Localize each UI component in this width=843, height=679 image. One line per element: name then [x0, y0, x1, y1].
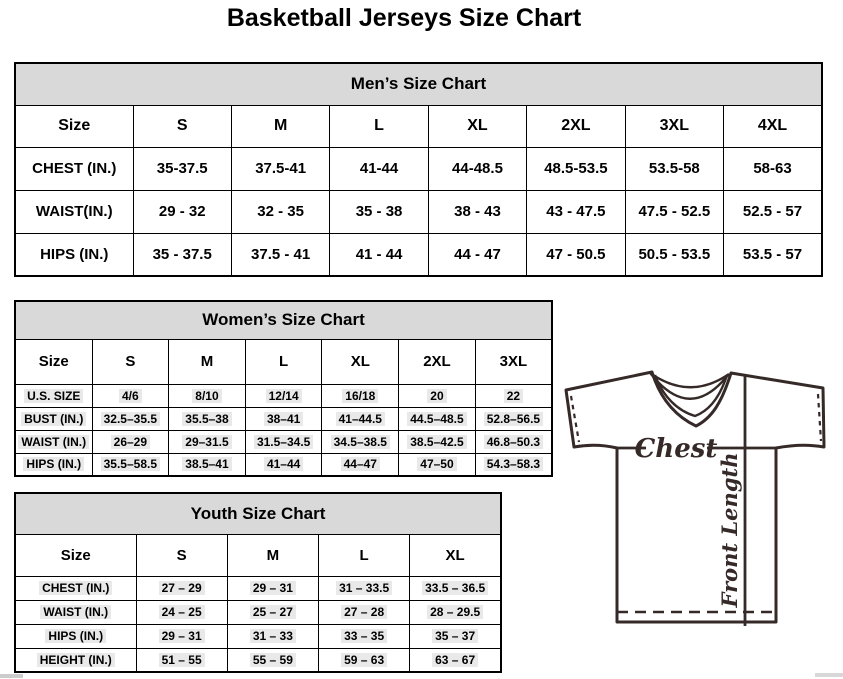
row-label: HEIGHT (IN.) — [37, 653, 115, 667]
value: 38.5–41 — [182, 457, 231, 471]
value-cell: 53.5-58 — [625, 147, 723, 190]
value-cell: 44 - 47 — [428, 233, 526, 276]
value-cell: 38 - 43 — [428, 190, 526, 233]
value: 47–50 — [417, 457, 456, 471]
value-cell — [410, 648, 501, 672]
value-cell: 35 - 37.5 — [133, 233, 231, 276]
value-cell — [319, 600, 410, 624]
value-cell — [322, 407, 399, 430]
value-cell — [169, 453, 246, 476]
table-header-row — [15, 63, 822, 105]
value: 4/6 — [119, 389, 142, 403]
row-label: WAIST (IN.) — [40, 605, 111, 619]
value: 24 – 25 — [159, 605, 205, 619]
value-cell — [227, 624, 318, 648]
value: 59 – 63 — [341, 653, 387, 667]
value-cell: 37.5 - 41 — [231, 233, 329, 276]
value: 38–41 — [264, 412, 303, 426]
value-cell — [399, 384, 476, 407]
value: 28 – 29.5 — [427, 605, 483, 619]
size-col-header: 4XL — [724, 105, 822, 147]
value: 54.3–58.3 — [484, 457, 543, 471]
size-col-header: S — [133, 105, 231, 147]
size-col-header: 3XL — [625, 105, 723, 147]
table-row — [15, 147, 822, 190]
value: 27 – 28 — [341, 605, 387, 619]
table-header-row — [15, 493, 501, 534]
value-cell: 47 - 50.5 — [527, 233, 625, 276]
value: 41–44.5 — [336, 412, 385, 426]
value: 52.8–56.5 — [484, 412, 543, 426]
table-row — [15, 600, 501, 624]
value-cell — [136, 576, 227, 600]
youth-table-title: Youth Size Chart — [15, 493, 501, 534]
value-cell — [410, 624, 501, 648]
table-row — [15, 648, 501, 672]
womens-size-table — [14, 300, 553, 477]
value: 46.8–50.3 — [484, 435, 543, 449]
row-label-cell — [15, 384, 92, 407]
value: 29 – 31 — [159, 629, 205, 643]
value-cell: 41 - 44 — [330, 233, 428, 276]
row-label-cell — [15, 648, 136, 672]
table-row — [15, 453, 552, 476]
size-col-header: L — [319, 534, 410, 576]
value: 38.5–42.5 — [407, 435, 466, 449]
value-cell — [399, 407, 476, 430]
value-cell — [136, 624, 227, 648]
value: 32.5–35.5 — [101, 412, 160, 426]
value-cell — [319, 648, 410, 672]
row-label-cell: HIPS (IN.) — [15, 233, 133, 276]
value: 25 – 27 — [250, 605, 296, 619]
row-label-cell — [15, 624, 136, 648]
value-cell — [227, 600, 318, 624]
size-col-header: 2XL — [527, 105, 625, 147]
size-col-header: S — [136, 534, 227, 576]
value-cell — [399, 430, 476, 453]
value-cell: 47.5 - 52.5 — [625, 190, 723, 233]
value-cell — [322, 384, 399, 407]
size-col-header: L — [330, 105, 428, 147]
scrollbar-fragment-left[interactable] — [0, 674, 23, 678]
size-col-header: 3XL — [475, 339, 552, 384]
size-col-header: XL — [322, 339, 399, 384]
size-label-cell: Size — [15, 534, 136, 576]
jersey-diagram — [556, 360, 828, 645]
value: 27 – 29 — [159, 581, 205, 595]
front-length-label: Front Length — [717, 452, 742, 608]
value-cell — [92, 430, 169, 453]
size-col-header: XL — [410, 534, 501, 576]
value: 29–31.5 — [182, 435, 231, 449]
value: 31 – 33 — [250, 629, 296, 643]
value: 31.5–34.5 — [254, 435, 313, 449]
size-col-header: M — [231, 105, 329, 147]
value: 12/14 — [266, 389, 302, 403]
size-col-header: M — [169, 339, 246, 384]
table-header-row — [15, 301, 552, 339]
value-cell: 41-44 — [330, 147, 428, 190]
value-cell — [92, 453, 169, 476]
row-label: U.S. SIZE — [24, 389, 83, 403]
value-cell — [245, 453, 322, 476]
size-col-header: S — [92, 339, 169, 384]
value-cell — [245, 407, 322, 430]
value-cell — [410, 600, 501, 624]
value-cell — [475, 453, 552, 476]
right-cuff-dashes — [818, 394, 821, 441]
size-label-cell: Size — [15, 339, 92, 384]
row-label: HIPS (IN.) — [45, 629, 106, 643]
size-header-row — [15, 339, 552, 384]
row-label-cell — [15, 430, 92, 453]
value-cell: 32 - 35 — [231, 190, 329, 233]
value-cell — [319, 576, 410, 600]
size-label-cell: Size — [15, 105, 133, 147]
value: 8/10 — [192, 389, 221, 403]
row-label-cell — [15, 407, 92, 430]
value: 35 – 37 — [432, 629, 478, 643]
value-cell — [475, 407, 552, 430]
value-cell: 52.5 - 57 — [724, 190, 822, 233]
table-row — [15, 430, 552, 453]
size-col-header: L — [245, 339, 322, 384]
scrollbar-fragment-right[interactable] — [815, 673, 843, 677]
value-cell — [245, 430, 322, 453]
row-label: CHEST (IN.) — [39, 581, 112, 595]
table-row — [15, 624, 501, 648]
size-col-header: 2XL — [399, 339, 476, 384]
value-cell — [227, 648, 318, 672]
value: 16/18 — [342, 389, 378, 403]
row-label: HIPS (IN.) — [23, 457, 84, 471]
value-cell: 48.5-53.5 — [527, 147, 625, 190]
mens-table-title: Men’s Size Chart — [15, 63, 822, 105]
value-cell — [399, 453, 476, 476]
value: 51 – 55 — [159, 653, 205, 667]
table-row — [15, 576, 501, 600]
page-title: Basketball Jerseys Size Chart — [226, 4, 582, 32]
row-label: WAIST (IN.) — [18, 435, 89, 449]
value-cell — [92, 384, 169, 407]
row-label-cell: CHEST (IN.) — [15, 147, 133, 190]
value: 41–44 — [264, 457, 303, 471]
value-cell — [169, 407, 246, 430]
value: 22 — [504, 389, 523, 403]
value-cell — [322, 453, 399, 476]
value-cell — [169, 384, 246, 407]
value-cell — [322, 430, 399, 453]
value-cell — [227, 576, 318, 600]
table-row — [15, 384, 552, 407]
youth-size-table — [14, 492, 502, 673]
value-cell: 35-37.5 — [133, 147, 231, 190]
value: 44–47 — [341, 457, 380, 471]
value: 33.5 – 36.5 — [422, 581, 488, 595]
row-label-cell: WAIST(IN.) — [15, 190, 133, 233]
value-cell: 58-63 — [724, 147, 822, 190]
value: 33 – 35 — [341, 629, 387, 643]
value: 55 – 59 — [250, 653, 296, 667]
mens-size-table — [14, 62, 823, 277]
value-cell — [319, 624, 410, 648]
womens-table-title: Women’s Size Chart — [15, 301, 552, 339]
value: 63 – 67 — [432, 653, 478, 667]
value-cell — [475, 384, 552, 407]
row-label-cell — [15, 453, 92, 476]
row-label-cell — [15, 600, 136, 624]
row-label: BUST (IN.) — [21, 412, 86, 426]
chest-label: Chest — [634, 434, 718, 464]
value-cell: 53.5 - 57 — [724, 233, 822, 276]
value-cell: 43 - 47.5 — [527, 190, 625, 233]
value: 44.5–48.5 — [407, 412, 466, 426]
value-cell — [136, 648, 227, 672]
value: 20 — [427, 389, 446, 403]
value-cell — [169, 430, 246, 453]
size-header-row — [15, 105, 822, 147]
jersey-outline — [566, 372, 824, 622]
value-cell — [245, 384, 322, 407]
row-label-cell — [15, 576, 136, 600]
value-cell — [410, 576, 501, 600]
value-cell: 37.5-41 — [231, 147, 329, 190]
value: 29 – 31 — [250, 581, 296, 595]
value-cell — [92, 407, 169, 430]
value-cell: 44-48.5 — [428, 147, 526, 190]
value: 26–29 — [111, 435, 150, 449]
value: 31 – 33.5 — [336, 581, 392, 595]
table-row — [15, 233, 822, 276]
value-cell: 29 - 32 — [133, 190, 231, 233]
value-cell — [136, 600, 227, 624]
size-col-header: M — [227, 534, 318, 576]
size-col-header: XL — [428, 105, 526, 147]
table-row — [15, 407, 552, 430]
value-cell: 50.5 - 53.5 — [625, 233, 723, 276]
value-cell — [475, 430, 552, 453]
size-header-row — [15, 534, 501, 576]
table-row — [15, 190, 822, 233]
value: 35.5–38 — [182, 412, 231, 426]
value: 35.5–58.5 — [101, 457, 160, 471]
value-cell: 35 - 38 — [330, 190, 428, 233]
value: 34.5–38.5 — [331, 435, 390, 449]
